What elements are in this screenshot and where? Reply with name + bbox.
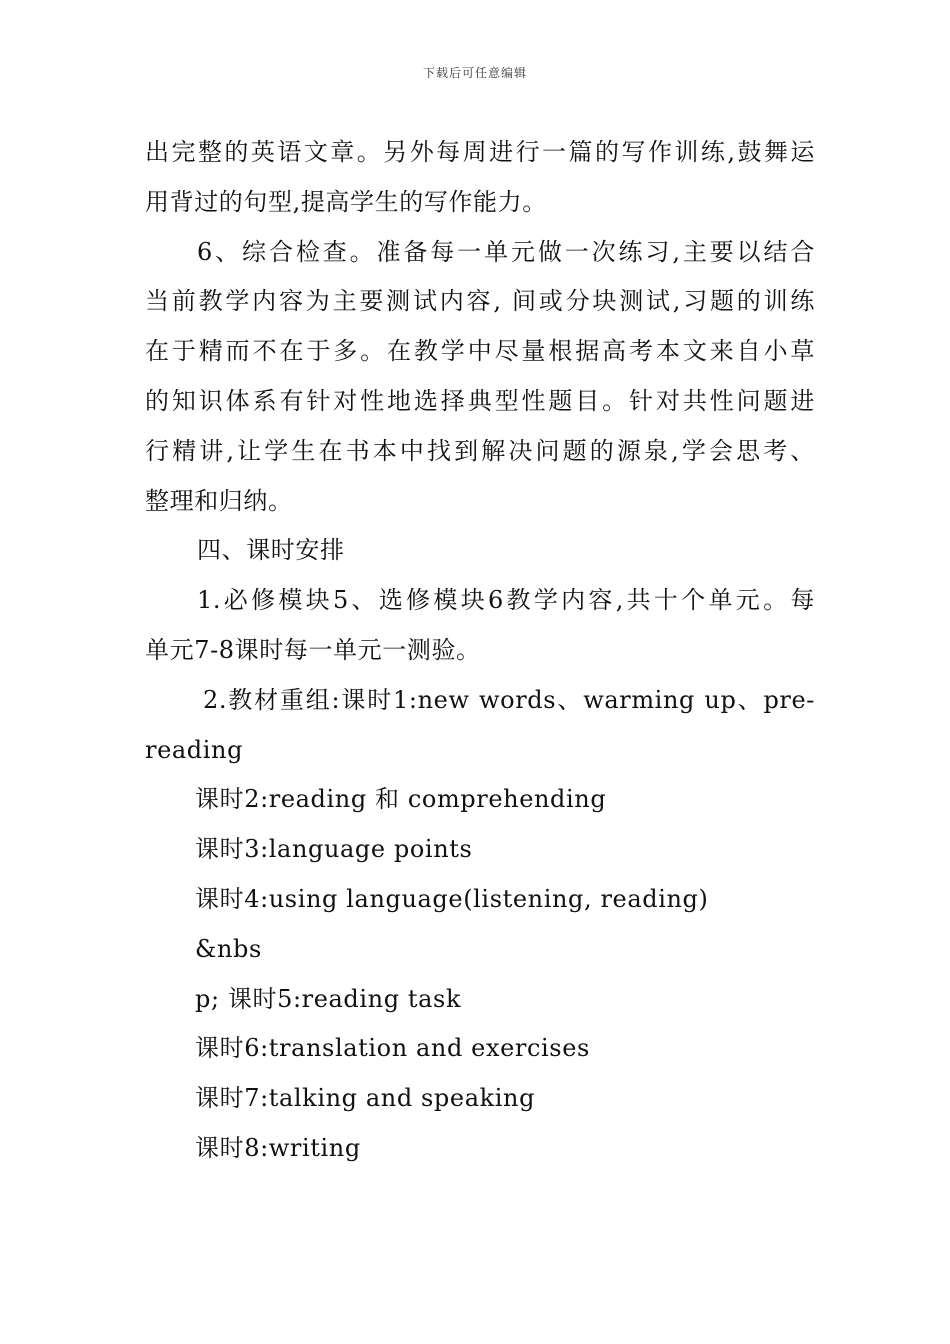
lesson-item: p; 课时5:reading task: [195, 984, 462, 1013]
paragraph-line: 出完整的英语文章。另外每周进行一篇的写作训练,鼓舞运: [145, 138, 815, 166]
lesson-item: 课时8:writing: [195, 1133, 361, 1162]
lesson-item: 课时7:talking and speaking: [195, 1084, 536, 1113]
lesson-item: &nbs: [195, 934, 262, 963]
paragraph-line: 整理和归纳。: [145, 486, 293, 515]
page-header: 下载后可任意编辑: [422, 66, 527, 80]
paragraph-line: 行精讲,让学生在书本中找到解决问题的源泉,学会思考、: [145, 436, 815, 465]
paragraph-line: reading: [145, 735, 244, 764]
paragraph-line: 在于精而不在于多。在教学中尽量根据高考本文来自小草: [145, 337, 815, 366]
lesson-item: 课时4:using language(listening, reading): [195, 884, 709, 913]
paragraph-line: 2.教材重组:课时1:new words、warming up、pre-: [203, 685, 815, 714]
paragraph-line: 当前教学内容为主要测试内容, 间或分块测试,习题的训练: [145, 287, 815, 316]
lesson-item: 课时2:reading 和 comprehending: [195, 785, 607, 814]
paragraph-line: 用背过的句型,提高学生的写作能力。: [145, 187, 547, 216]
paragraph-line: 1.必修模块5、选修模块6教学内容,共十个单元。每: [197, 586, 815, 615]
paragraph-line: 单元7-8课时每一单元一测验。: [145, 635, 481, 664]
section-heading: 四、课时安排: [197, 536, 345, 565]
lesson-item: 课时6:translation and exercises: [195, 1034, 590, 1063]
paragraph-line: 6、综合检查。准备每一单元做一次练习,主要以结合: [197, 237, 815, 266]
document-body: [145, 128, 815, 1174]
lesson-item: 课时3:language points: [195, 835, 473, 864]
paragraph-line: 的知识体系有针对性地选择典型性题目。针对共性问题进: [145, 386, 815, 415]
